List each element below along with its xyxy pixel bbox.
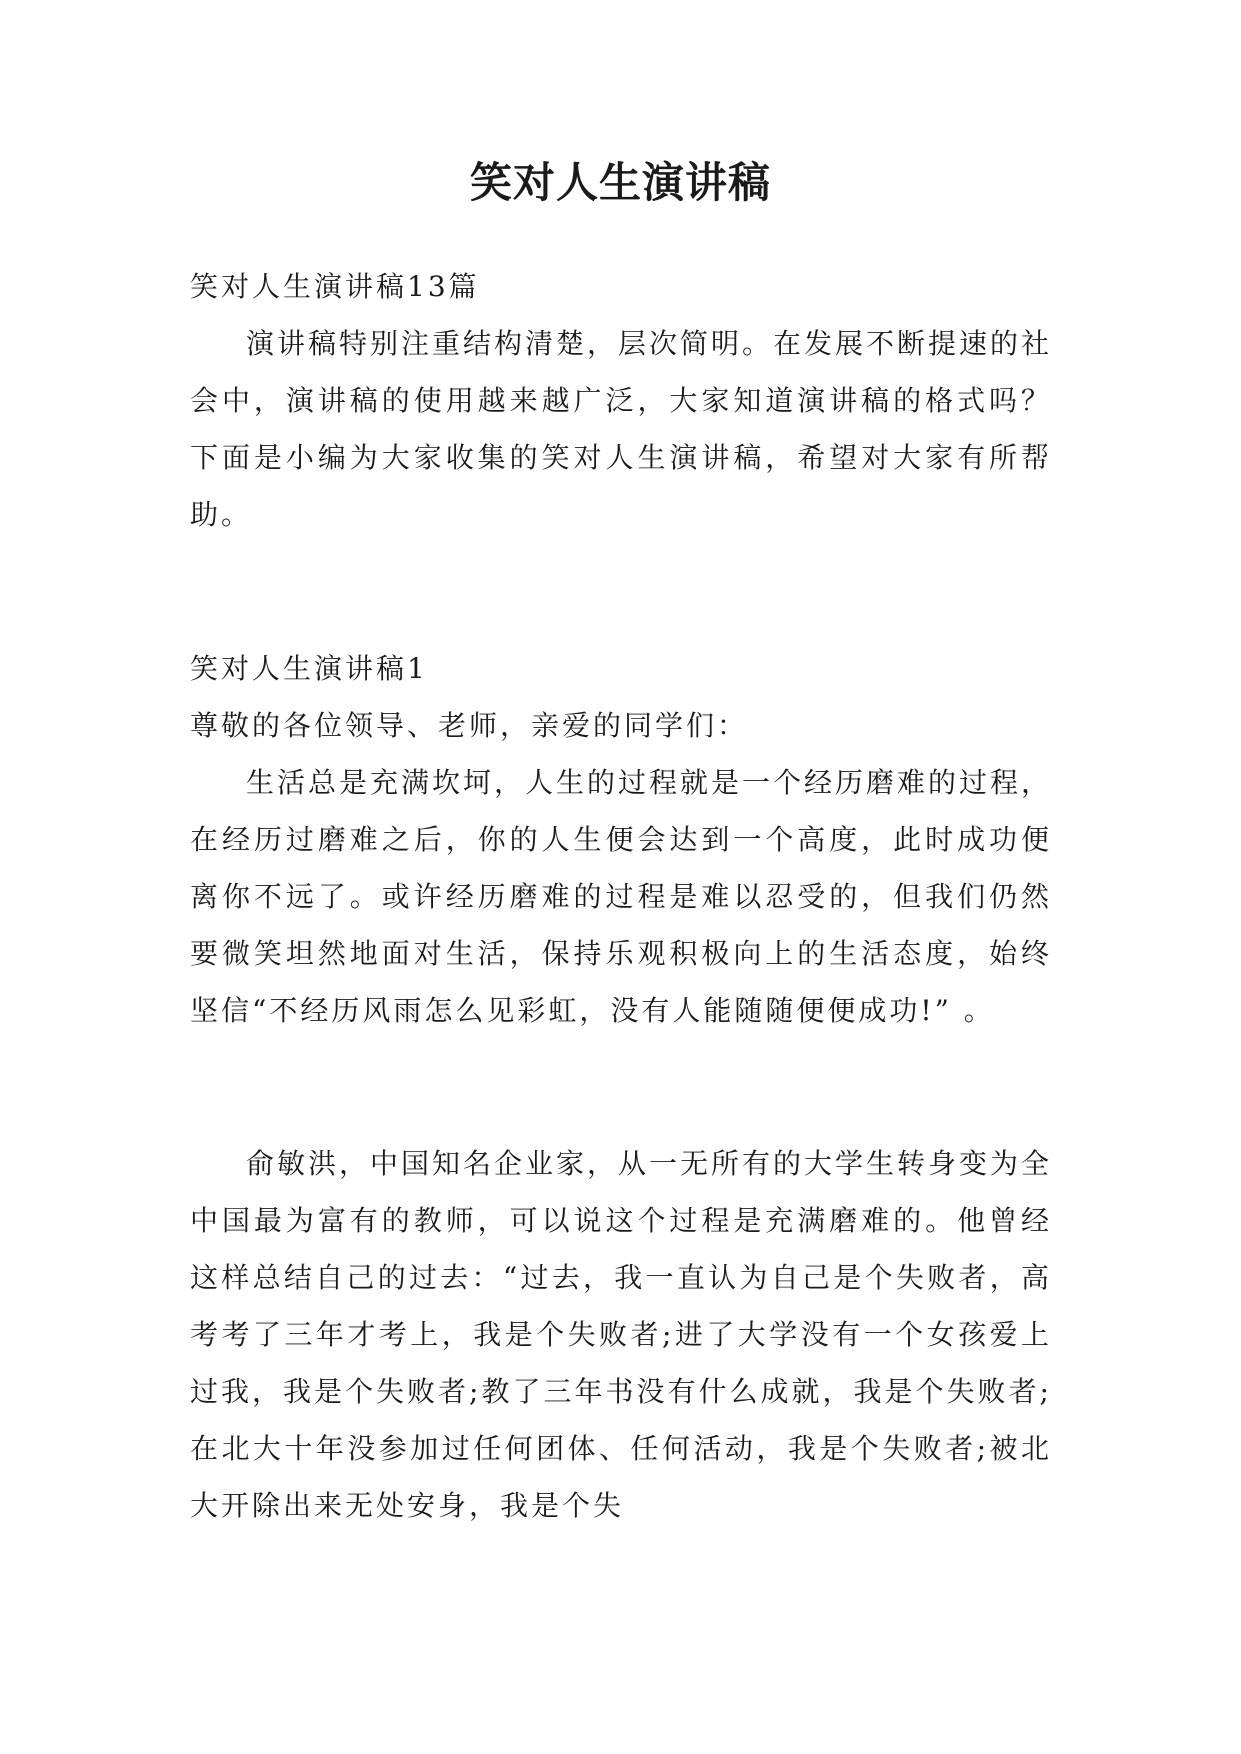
intro-paragraph: 演讲稿特别注重结构清楚，层次简明。在发展不断提速的社会中，演讲稿的使用越来越广泛，大家知道演讲稿的格式吗？下面是小编为大家收集的笑对人生演讲稿，希望对大家有所帮助。 [190,327,1053,531]
document-subtitle: 笑对人生演讲稿13篇 [190,270,480,303]
section-1-continued [190,1135,1052,1534]
body-paragraph: 生活总是充满坎坷，人生的过程就是一个经历磨难的过程，在经历过磨难之后，你的人生便会达到一个高度，此时成功便离你不远了。或许经历磨难的过程是难以忍受的，但我们仍然要微笑坦然地面对生活，保持乐观积极向上的生活态度，始终坚信“不经历风雨怎么见彩虹，没有人能随随便便成功!” 。 [190,766,1053,1027]
section-1 [190,640,1052,1039]
intro-section [190,258,1052,543]
page-title: 笑对人生演讲稿 [469,158,771,207]
section-heading: 笑对人生演讲稿1 [190,652,428,685]
body-paragraph: 俞敏洪，中国知名企业家，从一无所有的大学生转身变为全中国最为富有的教师，可以说这个过程是充满磨难的。他曾经这样总结自己的过去：“过去，我一直认为自己是个失败者，高考考了三年才考上，我是个失败者;进了大学没有一个女孩爱上过我，我是个失败者;教了三年书没有什么成就，我是个失败者;在北大十年没参加过任何团体、任何活动，我是个失败者;被北大开除出来无处安身，我是个失 [190,1147,1053,1522]
salutation: 尊敬的各位领导、老师，亲爱的同学们： [190,709,749,742]
